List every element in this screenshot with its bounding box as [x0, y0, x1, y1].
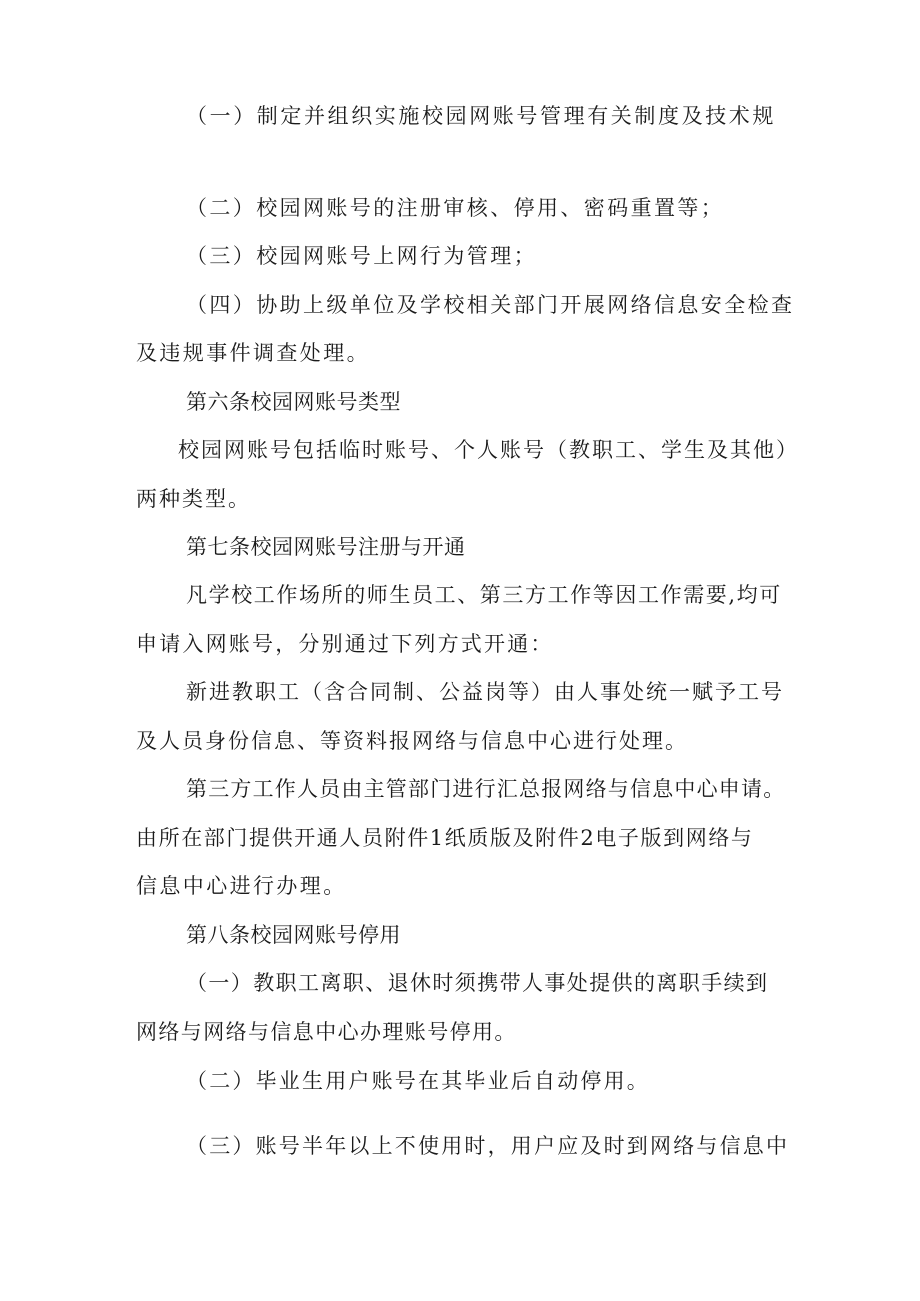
paragraph-line-21: （三）账号半年以上不使用时，用户应及时到网络与信息中 [186, 1134, 790, 1158]
section-heading-6: 第六条校园网账号类型 [186, 390, 401, 414]
paragraph-line-19: 网络与网络与信息中心办理账号停用。 [136, 1020, 517, 1044]
paragraph-line-8: 两种类型。 [136, 487, 251, 511]
section-heading-7: 第七条校园网账号注册与开通 [186, 535, 466, 559]
paragraph-line-4: （四）协助上级单位及学校相关部门开展网络信息安全检查 [186, 293, 795, 317]
paragraph-line-1: （一）制定并组织实施校园网账号管理有关制度及技术规 [186, 104, 776, 128]
paragraph-line-18: （一）教职工离职、退休时须携带人事处提供的离职手续到 [186, 971, 769, 995]
paragraph-line-14: 第三方工作人员由主管部门进行汇总报网络与信息中心申请。 [186, 777, 786, 801]
paragraph-line-12: 新进教职工（含合同制、公益岗等）由人事处统一赋予工号 [186, 680, 784, 704]
paragraph-line-15: 由所在部门提供开通人员附件1纸质版及附件2电子版到网络与 [136, 826, 754, 850]
section-heading-8: 第八条校园网账号停用 [186, 923, 401, 947]
paragraph-line-13: 及人员身份信息、等资料报网络与信息中心进行处理。 [136, 729, 688, 753]
paragraph-line-20: （二）毕业生用户账号在其毕业后自动停用。 [186, 1069, 650, 1093]
paragraph-line-7: 校园网账号包括临时账号、个人账号（教职工、学生及其他） [178, 438, 799, 462]
paragraph-line-2: （二）校园网账号的注册审核、停用、密码重置等； [186, 196, 725, 220]
paragraph-line-5: 及违规事件调查处理。 [136, 341, 370, 365]
paragraph-line-10: 凡学校工作场所的师生员工、第三方工作等因工作需要,均可 [186, 583, 782, 607]
paragraph-line-16: 信息中心进行办理。 [136, 874, 347, 898]
paragraph-line-11: 申请入网账号，分别通过下列方式开通： [136, 632, 554, 656]
paragraph-line-3: （三）校园网账号上网行为管理； [186, 244, 537, 268]
